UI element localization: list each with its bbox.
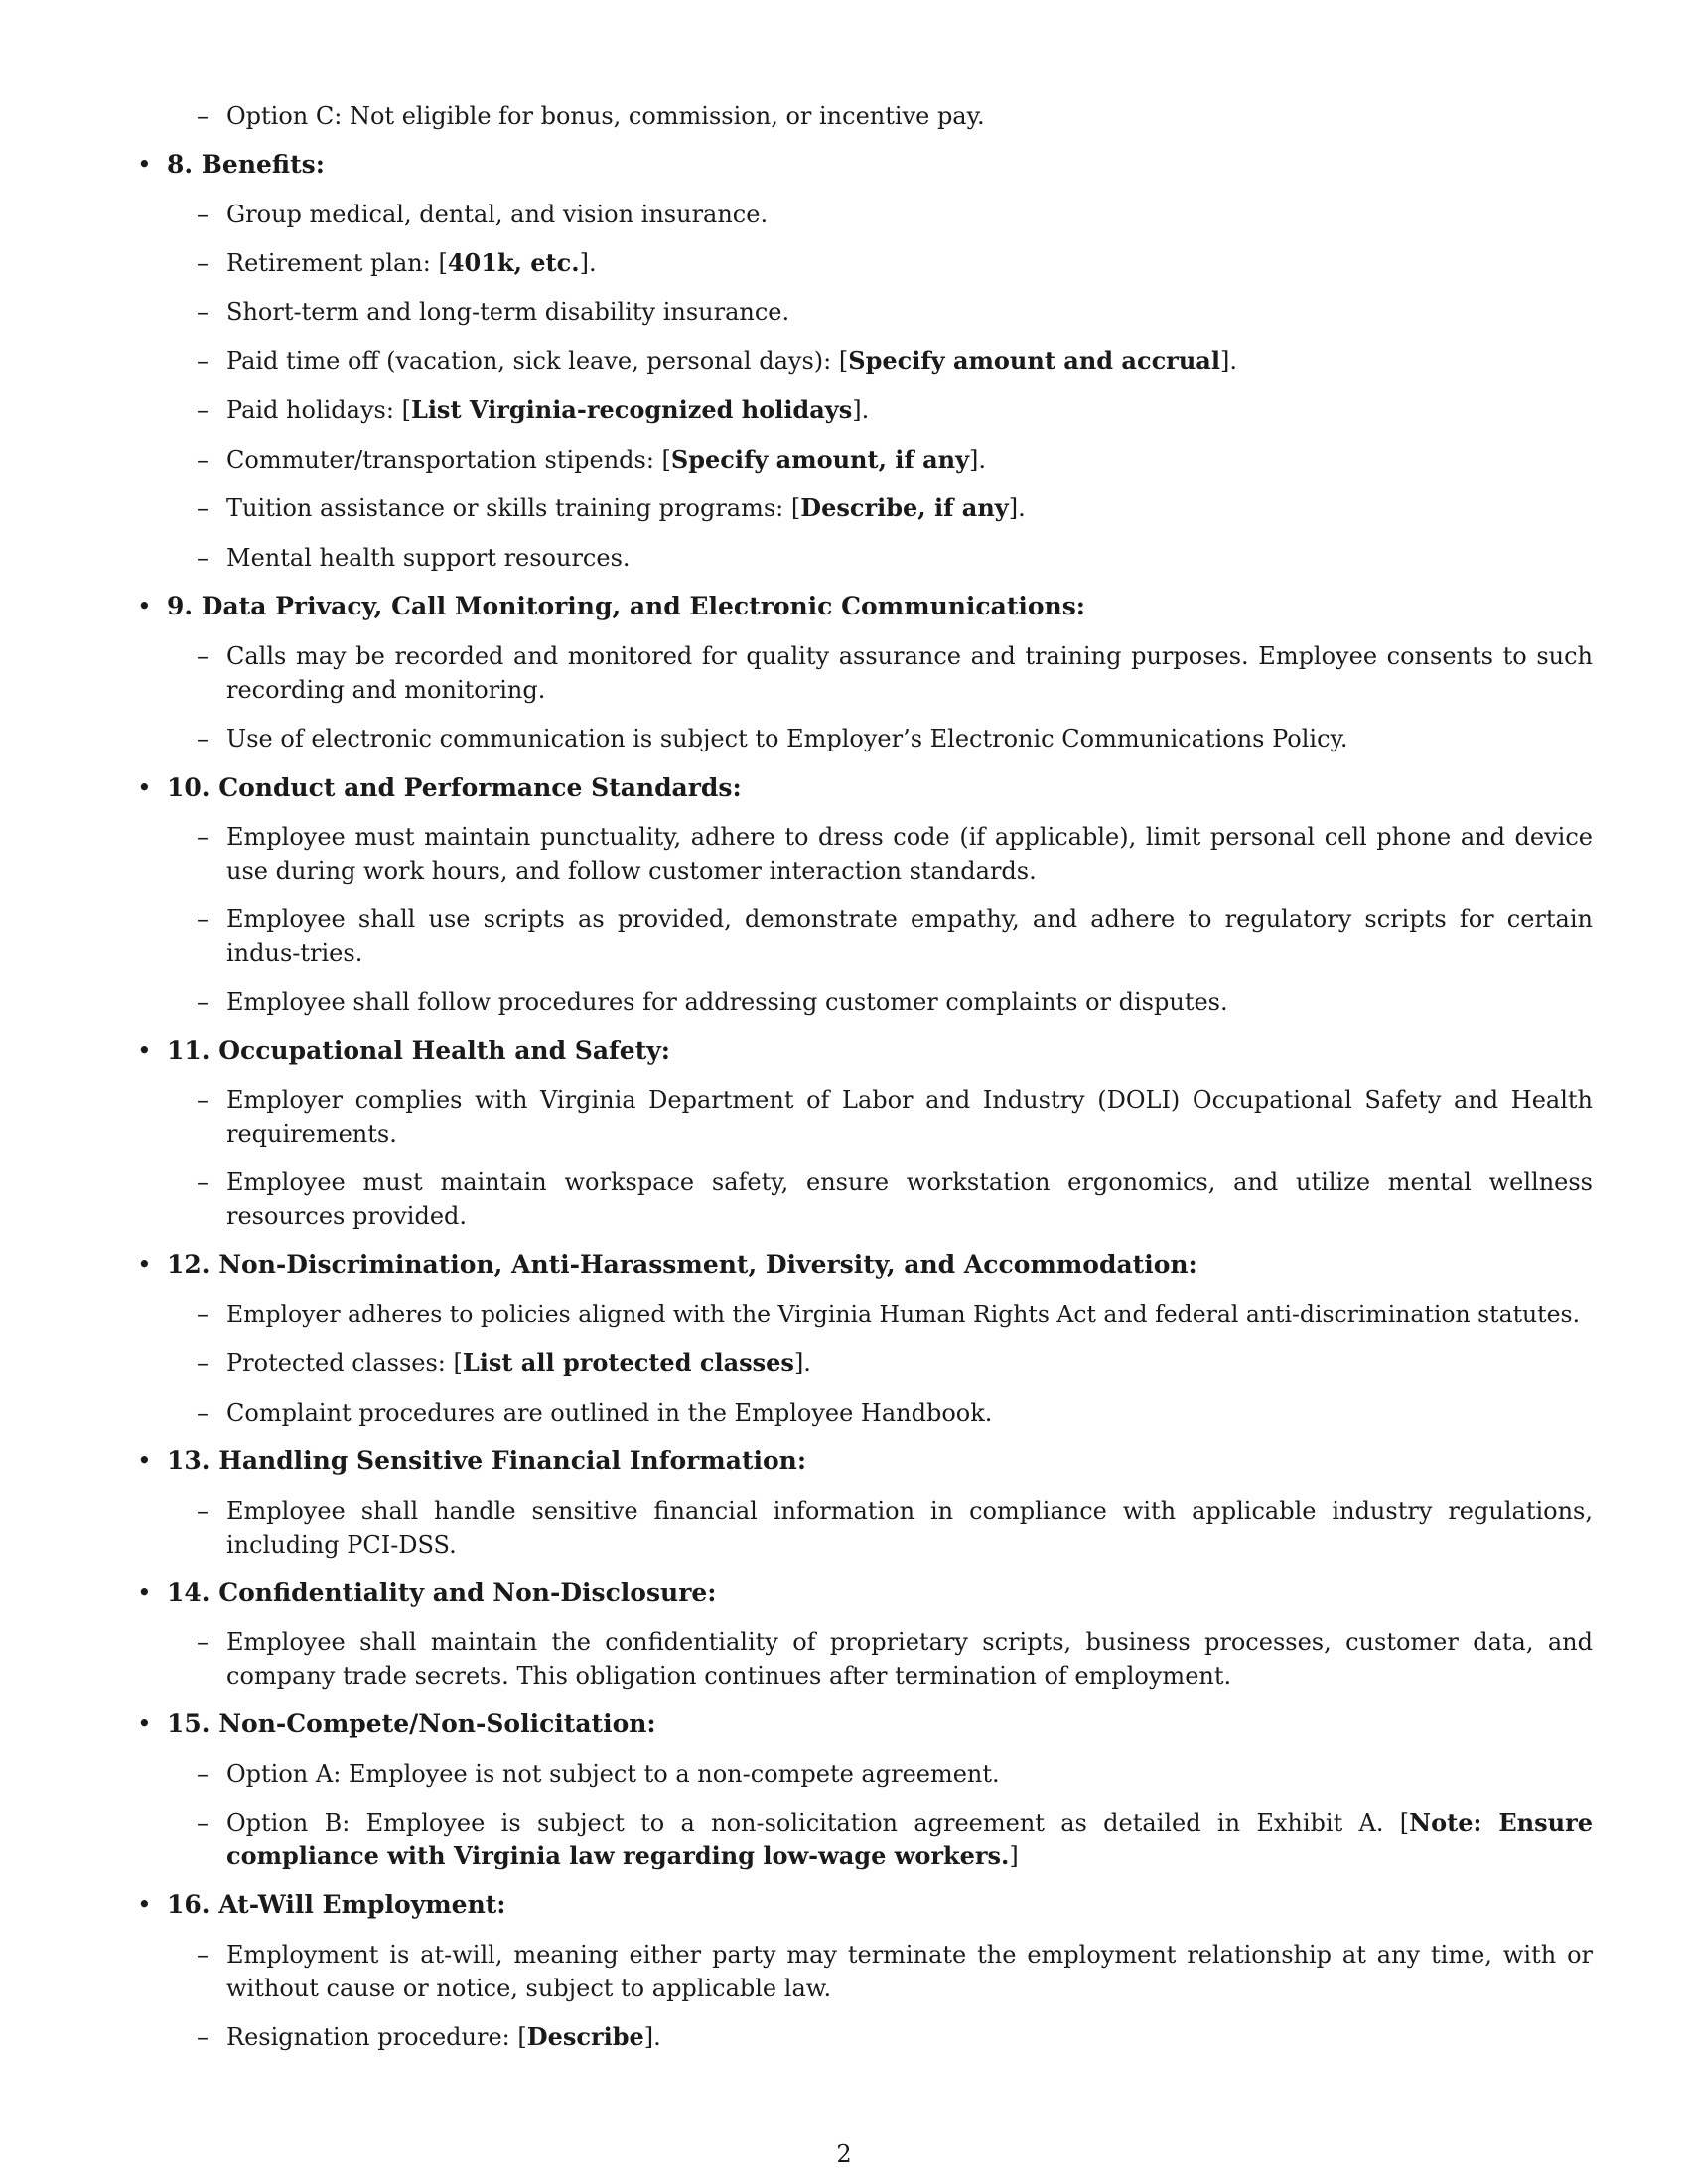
item-text: Short-term and long-term disability insurance. (226, 298, 790, 326)
bullet-marker: • (137, 1036, 152, 1065)
item-text: Employee shall follow procedures for addressing customer complaints or disputes. (226, 988, 1228, 1016)
dash-marker: – (197, 642, 209, 670)
item-text: Option B: Employee is subject to a non-solicitation agreement as detailed in Exhibit A. [Note: Ensure compliance with Virginia law regarding low-wage workers.] (226, 1808, 1593, 1870)
item-text: Paid time off (vacation, sick leave, personal days): [Specify amount and accrual]. (226, 346, 1237, 375)
section-title: 9. Data Privacy, Call Monitoring, and Electronic Communications: (167, 592, 1086, 620)
item-text: Employee must maintain punctuality, adhere to dress code (if applicable), limit personal cell phone and device use during work hours, and follow customer interaction standards. (226, 823, 1593, 885)
section-title: 15. Non-Compete/Non-Solicitation: (167, 1709, 656, 1738)
dash-marker: – (197, 1399, 209, 1427)
item-text: Commuter/transportation stipends: [Specify amount, if any]. (226, 445, 987, 474)
dash-marker: – (197, 905, 209, 933)
dash-marker: – (197, 544, 209, 572)
item-text: Paid holidays: [List Virginia-recognized holidays]. (226, 395, 870, 424)
item-text: Tuition assistance or skills training programs: [Describe, if any]. (226, 493, 1026, 522)
dash-marker: – (197, 347, 209, 375)
item-text: Complaint procedures are outlined in the Employee Handbook. (226, 1399, 993, 1427)
item-text: Employee must maintain workspace safety, ensure workstation ergonomics, and utilize mental wellness resources provided. (226, 1168, 1593, 1230)
item-text: Employee shall maintain the confidentiality of proprietary scripts, business processes, customer data, and company trade secrets. This obligation continues after termination of employment. (226, 1628, 1593, 1690)
section-title: 16. At-Will Employment: (167, 1890, 506, 1919)
dash-marker: – (197, 725, 209, 752)
dash-marker: – (197, 1941, 209, 1969)
bullet-marker: • (137, 592, 152, 620)
item-text: Employer complies with Virginia Department of Labor and Industry (DOLI) Occupational Safety and Health requirements. (226, 1086, 1593, 1148)
dash-marker: – (197, 249, 209, 277)
dash-marker: – (197, 1349, 209, 1377)
dash-marker: – (197, 494, 209, 522)
item-text: Group medical, dental, and vision insurance. (226, 201, 769, 228)
item-text: Mental health support resources. (226, 544, 631, 572)
item-text: Resignation procedure: [Describe]. (226, 2022, 661, 2051)
section-title: 8. Benefits: (167, 150, 325, 179)
bullet-marker: • (137, 773, 152, 802)
item-text: Retirement plan: [401k, etc.]. (226, 248, 597, 277)
item-text: Employee shall handle sensitive financial information in compliance with applicable industry regulations, including PCI-DSS. (226, 1497, 1593, 1559)
section-title: 13. Handling Sensitive Financial Information: (167, 1446, 807, 1475)
item-text: Calls may be recorded and monitored for quality assurance and training purposes. Employee consents to such recording and monitoring. (226, 642, 1593, 704)
page-number: 2 (836, 2140, 852, 2168)
dash-marker: – (197, 102, 209, 130)
bullet-marker: • (137, 1709, 152, 1738)
section-title: 12. Non-Discrimination, Anti-Harassment, Diversity, and Accommodation: (167, 1250, 1197, 1279)
item-text: Option A: Employee is not subject to a non-compete agreement. (226, 1760, 1000, 1788)
dash-marker: – (197, 988, 209, 1016)
item-text: Use of electronic communication is subject to Employer’s Electronic Communications Policy. (226, 725, 1348, 752)
dash-marker: – (197, 1809, 209, 1837)
dash-marker: – (197, 1168, 209, 1196)
item-text: Employment is at-will, meaning either party may terminate the employment relationship at any time, with or without cause or notice, subject to applicable law. (226, 1941, 1593, 2002)
dash-marker: – (197, 1497, 209, 1525)
bullet-marker: • (137, 150, 152, 179)
item-text: Employer adheres to policies aligned with the Virginia Human Rights Act and federal anti-discrimination statutes. (226, 1300, 1581, 1328)
dash-marker: – (197, 298, 209, 326)
item-text: Employee shall use scripts as provided, demonstrate empathy, and adhere to regulatory scripts for certain indus-tries. (226, 905, 1593, 967)
bullet-marker: • (137, 1446, 152, 1475)
section-title: 14. Confidentiality and Non-Disclosure: (167, 1578, 717, 1607)
dash-marker: – (197, 201, 209, 228)
item-text: Protected classes: [List all protected classes]. (226, 1348, 811, 1377)
section-title: 10. Conduct and Performance Standards: (167, 773, 742, 802)
dash-marker: – (197, 1086, 209, 1114)
bullet-marker: • (137, 1578, 152, 1607)
bullet-marker: • (137, 1890, 152, 1919)
dash-marker: – (197, 446, 209, 474)
dash-marker: – (197, 1760, 209, 1788)
dash-marker: – (197, 1300, 209, 1328)
section-title: 11. Occupational Health and Safety: (167, 1036, 670, 1065)
bullet-marker: • (137, 1250, 152, 1279)
dash-marker: – (197, 823, 209, 851)
dash-marker: – (197, 1628, 209, 1656)
dash-marker: – (197, 396, 209, 424)
item-text: Option C: Not eligible for bonus, commission, or incentive pay. (226, 102, 985, 130)
dash-marker: – (197, 2023, 209, 2051)
